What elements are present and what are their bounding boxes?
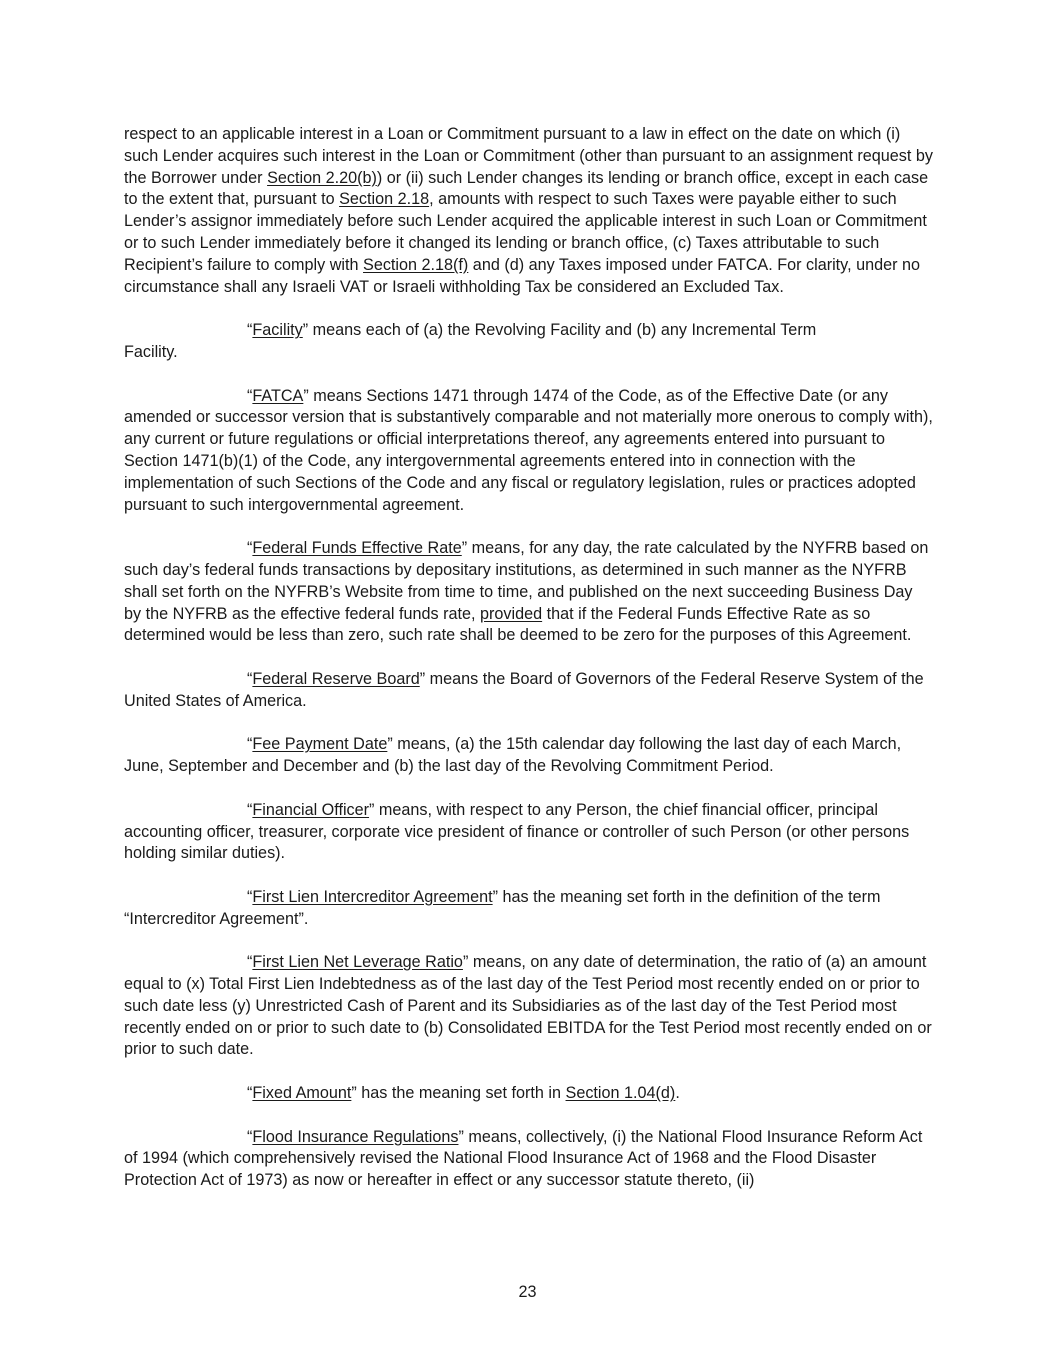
text: that if the Federal Funds Effective Rate as so determined would be less than zero, such rate shall be deemed to be zero for the purposes of this Agreement.: [124, 604, 912, 645]
page-number: 23: [518, 1283, 537, 1301]
definition-first-line: “Facility” means each of (a) the Revolving Facility and (b) any Incremental Term: [247, 321, 817, 340]
defined-term: Federal Reserve Board: [252, 669, 420, 688]
definition-first-lien-net-leverage-ratio: “First Lien Net Leverage Ratio” means, on any date of determination, the ratio of (a) an amount equal to (x) Total First Lien Indebtedness as of the last day of the Test Period most recently ended on or prior to such date less (y) Unrestricted Cash of Parent and its Subsidiaries as of the last day of the Test Period most recently ended on or prior to such date to (b) Consolidated EBITDA for the Test Period most recently ended on or prior to such date.: [124, 953, 932, 1059]
text: and (d) any Taxes imposed under FATCA. For clarity, under no circumstance shall any Israeli VAT or Israeli withholding Tax be considered an Excluded Tax.: [124, 255, 920, 296]
definition-federal-reserve-board: “Federal Reserve Board” means the Board of Governors of the Federal Reserve System of the United States of America.: [124, 669, 924, 710]
definition-federal-funds-effective-rate: “Federal Funds Effective Rate” means, for any day, the rate calculated by the NYFRB based on such day’s federal funds transactions by depositary institutions, as determined in such manner as the NYFRB shall set forth on the NYFRB’s Website from time to time, and published on the next succeeding Business Day by the NYFRB as the effective federal funds rate, provided that if the Federal Funds Effective Rate as so determined would be less than zero, such rate shall be deemed to be zero for the purposes of this Agreement.: [124, 539, 929, 645]
definition-financial-officer: “Financial Officer” means, with respect to any Person, the chief financial officer, principal accounting officer, treasurer, corporate vice president of finance or controller of such Person (or other persons holding similar duties).: [124, 800, 910, 863]
definition-facility: [124, 320, 934, 364]
text: ” means the Board of Governors of the Federal Reserve System of the United States of America.: [124, 669, 924, 710]
definition-fatca: “FATCA” means Sections 1471 through 1474 of the Code, as of the Effective Date (or any amended or successor version that is substantively comparable and not materially more onerous to comply with), any current or future regulations or official interpretations thereof, any agreements entered into pursuant to Section 1471(b)(1) of the Code, any intergovernmental agreements entered into in connection with the implementation of such Sections of the Code and any fiscal or regulatory legislation, rules or practices adopted pursuant to such intergovernmental agreement.: [124, 386, 933, 514]
defined-term: FATCA: [252, 386, 304, 405]
text: respect to an applicable interest in a Loan or Commitment pursuant to a law in effect on the date on which (i) such Lender acquires such interest in the Loan or Commitment (other than pursuant to an assignment request by the Borrower under: [124, 125, 933, 187]
defined-term: Fixed Amount: [252, 1084, 352, 1103]
text: ) or (ii) such Lender changes its lending or branch office, except in each case to the extent that, pursuant to: [124, 168, 929, 209]
text: ” means, on any date of determination, the ratio of (a) an amount equal to (x) Total First Lien Indebtedness as of the last day of the Test Period most recently ended on or prior to such date less (y) Unrestricted Cash of Parent and its Subsidiaries as of the last day of the Test Period most recently ended on or prior to such date to (b) Consolidated EBITDA for the Test Period most recently ended on or prior to such date.: [124, 953, 932, 1059]
defined-term: Federal Funds Effective Rate: [252, 539, 462, 558]
text: ” means Sections 1471 through 1474 of the Code, as of the Effective Date (or any amended or successor version that is substantively comparable and not materially more onerous to comply with), any current or future regulations or official interpretations thereof, any agreements entered into pursuant to Section 1471(b)(1) of the Code, any intergovernmental agreements entered into in connection with the implementation of such Sections of the Code and any fiscal or regulatory legislation, rules or practices adopted pursuant to such intergovernmental agreement.: [124, 386, 933, 514]
defined-term: Financial Officer: [252, 800, 370, 819]
defined-term: Fee Payment Date: [252, 735, 388, 754]
text: ” means, with respect to any Person, the chief financial officer, principal accounting officer, treasurer, corporate vice president of finance or controller of such Person (or other persons holding similar duties).: [124, 800, 910, 863]
definition-flood-insurance-regulations: “Flood Insurance Regulations” means, collectively, (i) the National Flood Insurance Reform Act of 1994 (which comprehensively revised the National Flood Insurance Act of 1968 and the Flood Disaster Protection Act of 1973) as now or hereafter in effect or any successor statute thereto, (ii): [124, 1127, 923, 1190]
provided-term: provided: [480, 604, 543, 623]
document-page: [124, 124, 934, 1214]
defined-term: Facility: [252, 321, 303, 340]
text: ” has the meaning set forth in: [351, 1084, 566, 1103]
text: , amounts with respect to such Taxes were payable either to such Lender’s assignor immediately before such Lender acquired the applicable interest in such Loan or Commitment or to such Lender immediately before it changed its lending or branch office, (c) Taxes attributable to such Recipient’s failure to comply with: [124, 190, 927, 274]
section-reference: Section 2.18(f): [363, 255, 469, 274]
defined-term: First Lien Net Leverage Ratio: [252, 953, 463, 972]
text: ” has the meaning set forth in the definition of the term “Intercreditor Agreement”.: [124, 887, 881, 928]
defined-term: Flood Insurance Regulations: [252, 1127, 459, 1146]
text: ” means, (a) the 15th calendar day following the last day of each March, June, September and December and (b) the last day of the Revolving Commitment Period.: [124, 735, 902, 776]
section-reference: Section 2.20(b): [267, 168, 377, 187]
defined-term: First Lien Intercreditor Agreement: [252, 887, 493, 906]
text: ” means, collectively, (i) the National Flood Insurance Reform Act of 1994 (which comprehensively revised the National Flood Insurance Act of 1968 and the Flood Disaster Protection Act of 1973) as now or hereafter in effect or any successor statute thereto, (ii): [124, 1127, 923, 1190]
text: .: [675, 1084, 680, 1103]
text: Facility.: [124, 342, 178, 361]
section-reference: Section 2.18: [339, 190, 430, 209]
definition-fee-payment-date: “Fee Payment Date” means, (a) the 15th calendar day following the last day of each March, June, September and December and (b) the last day of the Revolving Commitment Period.: [124, 735, 902, 776]
definition-first-lien-intercreditor-agreement: “First Lien Intercreditor Agreement” has the meaning set forth in the definition of the term “Intercreditor Agreement”.: [124, 887, 881, 928]
text: ” means, for any day, the rate calculated by the NYFRB based on such day’s federal funds transactions by depositary institutions, as determined in such manner as the NYFRB shall set forth on the NYFRB’s Website from time to time, and published on the next succeeding Business Day by the NYFRB as the effective federal funds rate,: [124, 539, 929, 623]
paragraph-excluded-taxes-continuation: [124, 124, 934, 298]
definition-fixed-amount: “Fixed Amount” has the meaning set forth in Section 1.04(d).: [247, 1084, 680, 1103]
text: ” means each of (a) the Revolving Facility and (b) any Incremental Term: [302, 321, 817, 340]
section-reference: Section 1.04(d): [565, 1084, 676, 1103]
